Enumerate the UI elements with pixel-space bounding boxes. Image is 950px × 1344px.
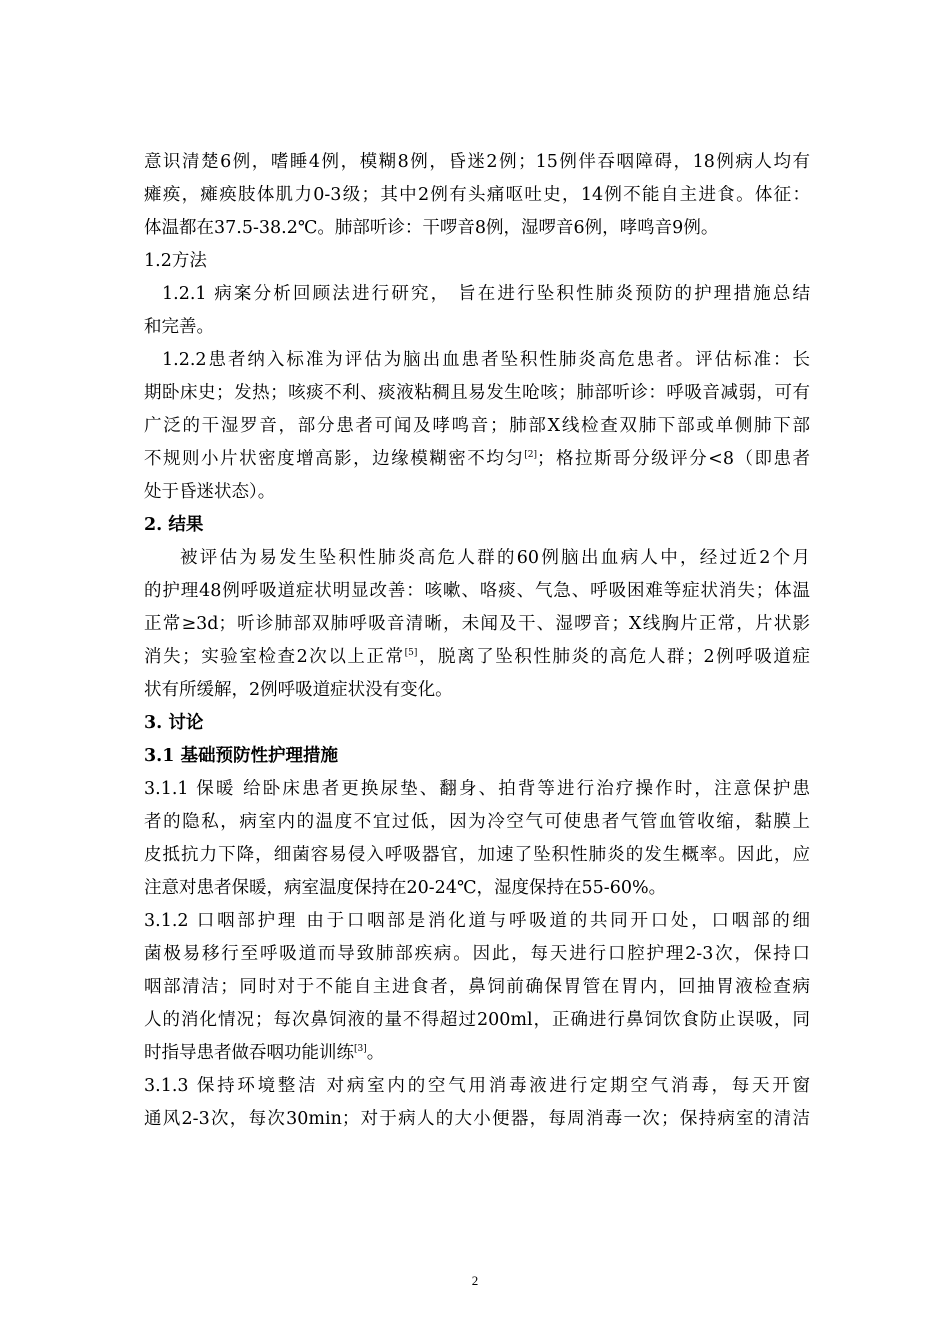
text-line: 注意对患者保暖，病室温度保持在20-24℃，湿度保持在55-60%。	[144, 878, 667, 898]
text-line: 和完善。	[144, 317, 214, 337]
text-line: 广泛的干湿罗音，部分患者可闻及哮鸣音；肺部X线检查双肺下部或单侧肺下部	[144, 416, 810, 436]
subsection-heading: 3.1 基础预防性护理措施	[144, 746, 339, 766]
text-line: 1.2.2患者纳入标准为评估为脑出血患者坠积性肺炎高危患者。评估标准：长	[162, 350, 810, 370]
citation: [5]	[404, 648, 418, 658]
text-line: 咽部清洁；同时对于不能自主进食者，鼻饲前确保胃管在胃内，回抽胃液检查病	[144, 977, 810, 997]
page-number: 2	[471, 1273, 479, 1288]
text-line	[144, 641, 810, 674]
text-line: 人的消化情况；每次鼻饲液的量不得超过200ml，正确进行鼻饲饮食防止误吸，同	[144, 1010, 810, 1030]
text-line: 期卧床史；发热；咳痰不利、痰液粘稠且易发生呛咳；肺部听诊：呼吸音减弱，可有	[144, 383, 810, 403]
text-line: 瘫痪，瘫痪肢体肌力0-3级；其中2例有头痛呕吐史，14例不能自主进食。体征：	[144, 185, 810, 205]
text-line: 意识清楚6例，嗜睡4例，模糊8例，昏迷2例；15例伴吞咽障碍，18例病人均有	[144, 152, 810, 172]
text-line: 处于昏迷状态）。	[144, 482, 276, 502]
text-line: 3.1.1 保暖 给卧床患者更换尿垫、翻身、拍背等进行治疗操作时，注意保护患	[144, 779, 810, 799]
text-segment: 时指导患者做吞咽功能训练	[144, 1043, 354, 1063]
text-line: 状有所缓解，2例呼吸道症状没有变化。	[144, 680, 453, 700]
text-line: 3.1.2 口咽部护理 由于口咽部是消化道与呼吸道的共同开口处，口咽部的细	[144, 911, 810, 931]
text-line	[144, 443, 810, 476]
section-heading: 2. 结果	[144, 515, 204, 535]
text-segment: ；格拉斯哥分级评分<8（即患者	[537, 449, 811, 469]
text-segment: 消失；实验室检查2次以上正常	[144, 647, 405, 667]
text-line: 通风2-3次，每次30min；对于病人的大小便器，每周消毒一次；保持病室的清洁	[144, 1109, 810, 1129]
text-line: 体温都在37.5-38.2℃。肺部听诊：干啰音8例，湿啰音6例，哮鸣音9例。	[144, 218, 719, 238]
text-line	[144, 1037, 810, 1070]
citation: [2]	[524, 450, 538, 460]
text-line: 被评估为易发生坠积性肺炎高危人群的60例脑出血病人中，经过近2个月	[180, 548, 810, 568]
document-body	[144, 146, 810, 1136]
text-line: 1.2.1 病案分析回顾法进行研究， 旨在进行坠积性肺炎预防的护理措施总结	[162, 284, 810, 304]
text-line: 菌极易移行至呼吸道而导致肺部疾病。因此，每天进行口腔护理2-3次，保持口	[144, 944, 810, 964]
text-segment: 不规则小片状密度增高影，边缘模糊密不均匀	[144, 449, 525, 469]
section-heading: 1.2方法	[144, 251, 207, 271]
text-line: 正常≥3d；听诊肺部双肺呼吸音清晰，未闻及干、湿啰音；X线胸片正常，片状影	[144, 614, 810, 634]
text-segment: ，脱离了坠积性肺炎的高危人群；2例呼吸道症	[417, 647, 810, 667]
text-line: 者的隐私，病室内的温度不宜过低，因为冷空气可使患者气管血管收缩，黏膜上	[144, 812, 810, 832]
text-line: 皮抵抗力下降，细菌容易侵入呼吸器官，加速了坠积性肺炎的发生概率。因此，应	[144, 845, 810, 865]
text-line: 的护理48例呼吸道症状明显改善：咳嗽、咯痰、气急、呼吸困难等症状消失；体温	[144, 581, 810, 601]
text-line: 3.1.3 保持环境整洁 对病室内的空气用消毒液进行定期空气消毒，每天开窗	[144, 1076, 810, 1096]
text-segment: 。	[366, 1043, 385, 1063]
citation: [3]	[354, 1044, 367, 1054]
section-heading: 3. 讨论	[144, 713, 204, 733]
